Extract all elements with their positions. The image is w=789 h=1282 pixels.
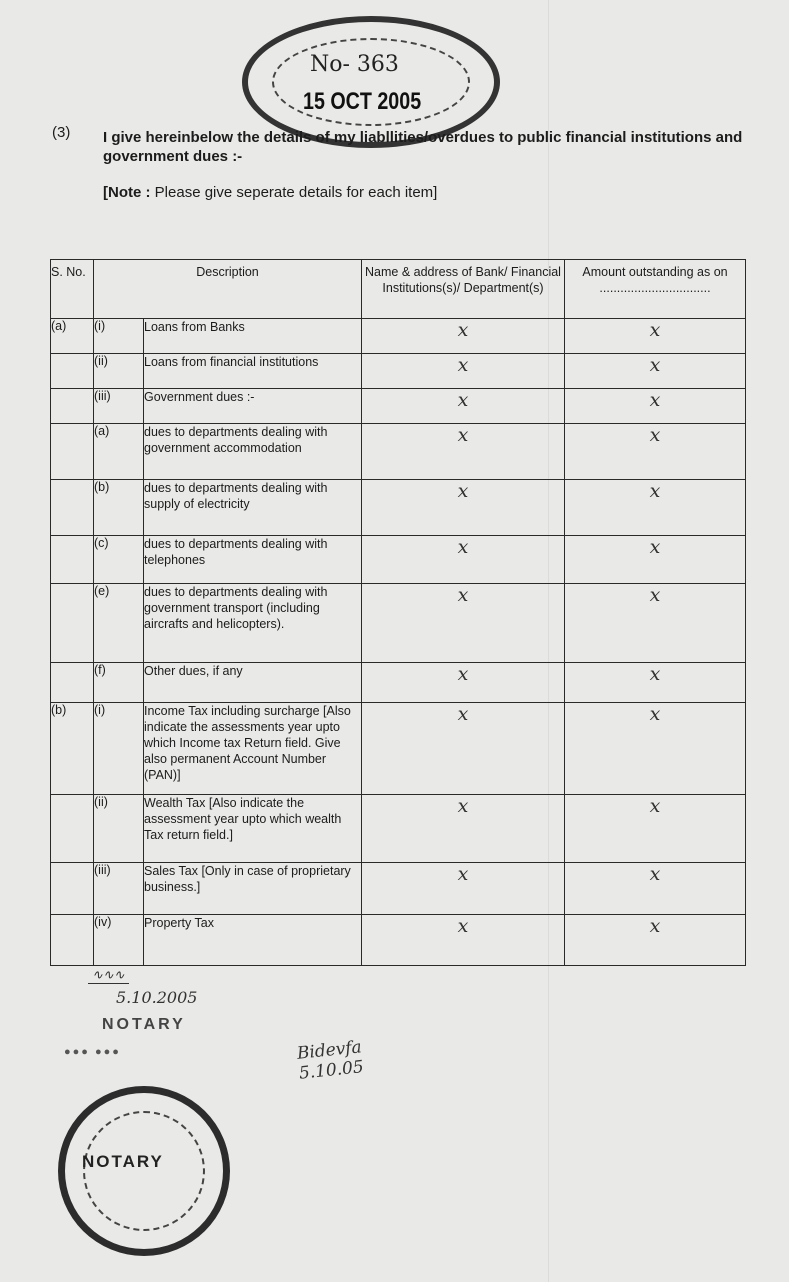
- stamp-date: 15 OCT 2005: [303, 88, 422, 115]
- row-description: dues to departments dealing with government transport (including aircrafts and helicopters).: [144, 584, 362, 663]
- row-amount-mark: x: [565, 663, 746, 703]
- row-description: Sales Tax [Only in case of proprietary business.]: [144, 863, 362, 915]
- table-row: [51, 536, 746, 584]
- row-sub: (c): [94, 536, 144, 584]
- row-description: Government dues :-: [144, 389, 362, 424]
- row-description: dues to departments dealing with supply of electricity: [144, 480, 362, 536]
- row-sno: [51, 915, 94, 966]
- row-bank-mark: x: [362, 319, 565, 354]
- row-description: dues to departments dealing with government accommodation: [144, 424, 362, 480]
- table-row: [51, 389, 746, 424]
- row-sno: [51, 389, 94, 424]
- row-bank-mark: x: [362, 915, 565, 966]
- signature-notary: [296, 1037, 365, 1084]
- row-amount-mark: x: [565, 354, 746, 389]
- row-sub: (iii): [94, 863, 144, 915]
- table-row: [51, 703, 746, 795]
- section-heading: I give hereinbelow the details of my liabllities/overdues to public financial institutions and government dues :-: [103, 129, 743, 165]
- row-bank-mark: x: [362, 480, 565, 536]
- row-description: Income Tax including surcharge [Also indicate the assessments year upto which Income tax Return field. Give also permanent Account Number (PAN)]: [144, 703, 362, 795]
- row-amount-mark: x: [565, 389, 746, 424]
- row-description: Property Tax: [144, 915, 362, 966]
- row-amount-mark: x: [565, 480, 746, 536]
- signature-notary-date: 5.10.05: [298, 1057, 365, 1084]
- row-sno: [51, 480, 94, 536]
- table-row: [51, 915, 746, 966]
- stamp-number: No- 363: [310, 52, 399, 77]
- row-amount-mark: x: [565, 703, 746, 795]
- header-amount-label: Amount outstanding as on: [582, 265, 728, 279]
- note-text: Please give seperate details for each item]: [154, 184, 438, 201]
- seal-text: NOTARY: [82, 1152, 164, 1171]
- header-description: Description: [94, 260, 362, 319]
- notary-address-smudge: ●●● ●●●: [64, 1046, 121, 1058]
- table-row: [51, 354, 746, 389]
- row-description: Loans from Banks: [144, 319, 362, 354]
- row-sub: (i): [94, 319, 144, 354]
- row-bank-mark: x: [362, 424, 565, 480]
- row-description: Loans from financial institutions: [144, 354, 362, 389]
- signature-deponent: ∿∿∿: [88, 968, 129, 984]
- row-sno: [51, 424, 94, 480]
- table-row: [51, 424, 746, 480]
- table-row: [51, 584, 746, 663]
- row-sub: (ii): [94, 354, 144, 389]
- row-description: dues to departments dealing with telephones: [144, 536, 362, 584]
- row-sno: [51, 536, 94, 584]
- row-sub: (i): [94, 703, 144, 795]
- row-amount-mark: x: [565, 915, 746, 966]
- liabilities-table: [50, 259, 746, 966]
- row-bank-mark: x: [362, 536, 565, 584]
- row-bank-mark: x: [362, 703, 565, 795]
- row-sub: (b): [94, 480, 144, 536]
- row-amount-mark: x: [565, 795, 746, 863]
- row-amount-mark: x: [565, 424, 746, 480]
- row-bank-mark: x: [362, 354, 565, 389]
- header-amount: [565, 260, 746, 319]
- row-bank-mark: x: [362, 663, 565, 703]
- header-sno: S. No.: [51, 260, 94, 319]
- row-sub: (iii): [94, 389, 144, 424]
- row-sno: [51, 795, 94, 863]
- section-number: (3): [52, 124, 71, 141]
- row-sub: (e): [94, 584, 144, 663]
- row-description: Wealth Tax [Also indicate the assessment year upto which wealth Tax return field.]: [144, 795, 362, 863]
- row-sno: (a): [51, 319, 94, 354]
- table-row: [51, 319, 746, 354]
- row-description: Other dues, if any: [144, 663, 362, 703]
- header-amount-dots: ................................: [599, 281, 711, 295]
- table-header-row: [51, 260, 746, 319]
- row-bank-mark: x: [362, 584, 565, 663]
- note-label: [Note :: [103, 184, 151, 201]
- table-row: [51, 863, 746, 915]
- row-amount-mark: x: [565, 319, 746, 354]
- row-sub: (ii): [94, 795, 144, 863]
- row-bank-mark: x: [362, 795, 565, 863]
- section-note: [103, 184, 437, 201]
- table-row: [51, 480, 746, 536]
- row-sno: [51, 354, 94, 389]
- table-row: [51, 795, 746, 863]
- table-row: [51, 663, 746, 703]
- row-sub: (f): [94, 663, 144, 703]
- row-amount-mark: x: [565, 584, 746, 663]
- row-sno: [51, 584, 94, 663]
- row-sub: (iv): [94, 915, 144, 966]
- row-sno: [51, 663, 94, 703]
- signature-notary-name: Bidevfa: [296, 1037, 363, 1064]
- row-amount-mark: x: [565, 863, 746, 915]
- row-sno: (b): [51, 703, 94, 795]
- notary-label: NOTARY: [102, 1016, 186, 1033]
- row-bank-mark: x: [362, 389, 565, 424]
- row-sub: (a): [94, 424, 144, 480]
- header-bank: Name & address of Bank/ Financial Institutions(s)/ Department(s): [362, 260, 565, 319]
- row-sno: [51, 863, 94, 915]
- row-amount-mark: x: [565, 536, 746, 584]
- signature-date: 5.10.2005: [116, 988, 198, 1007]
- row-bank-mark: x: [362, 863, 565, 915]
